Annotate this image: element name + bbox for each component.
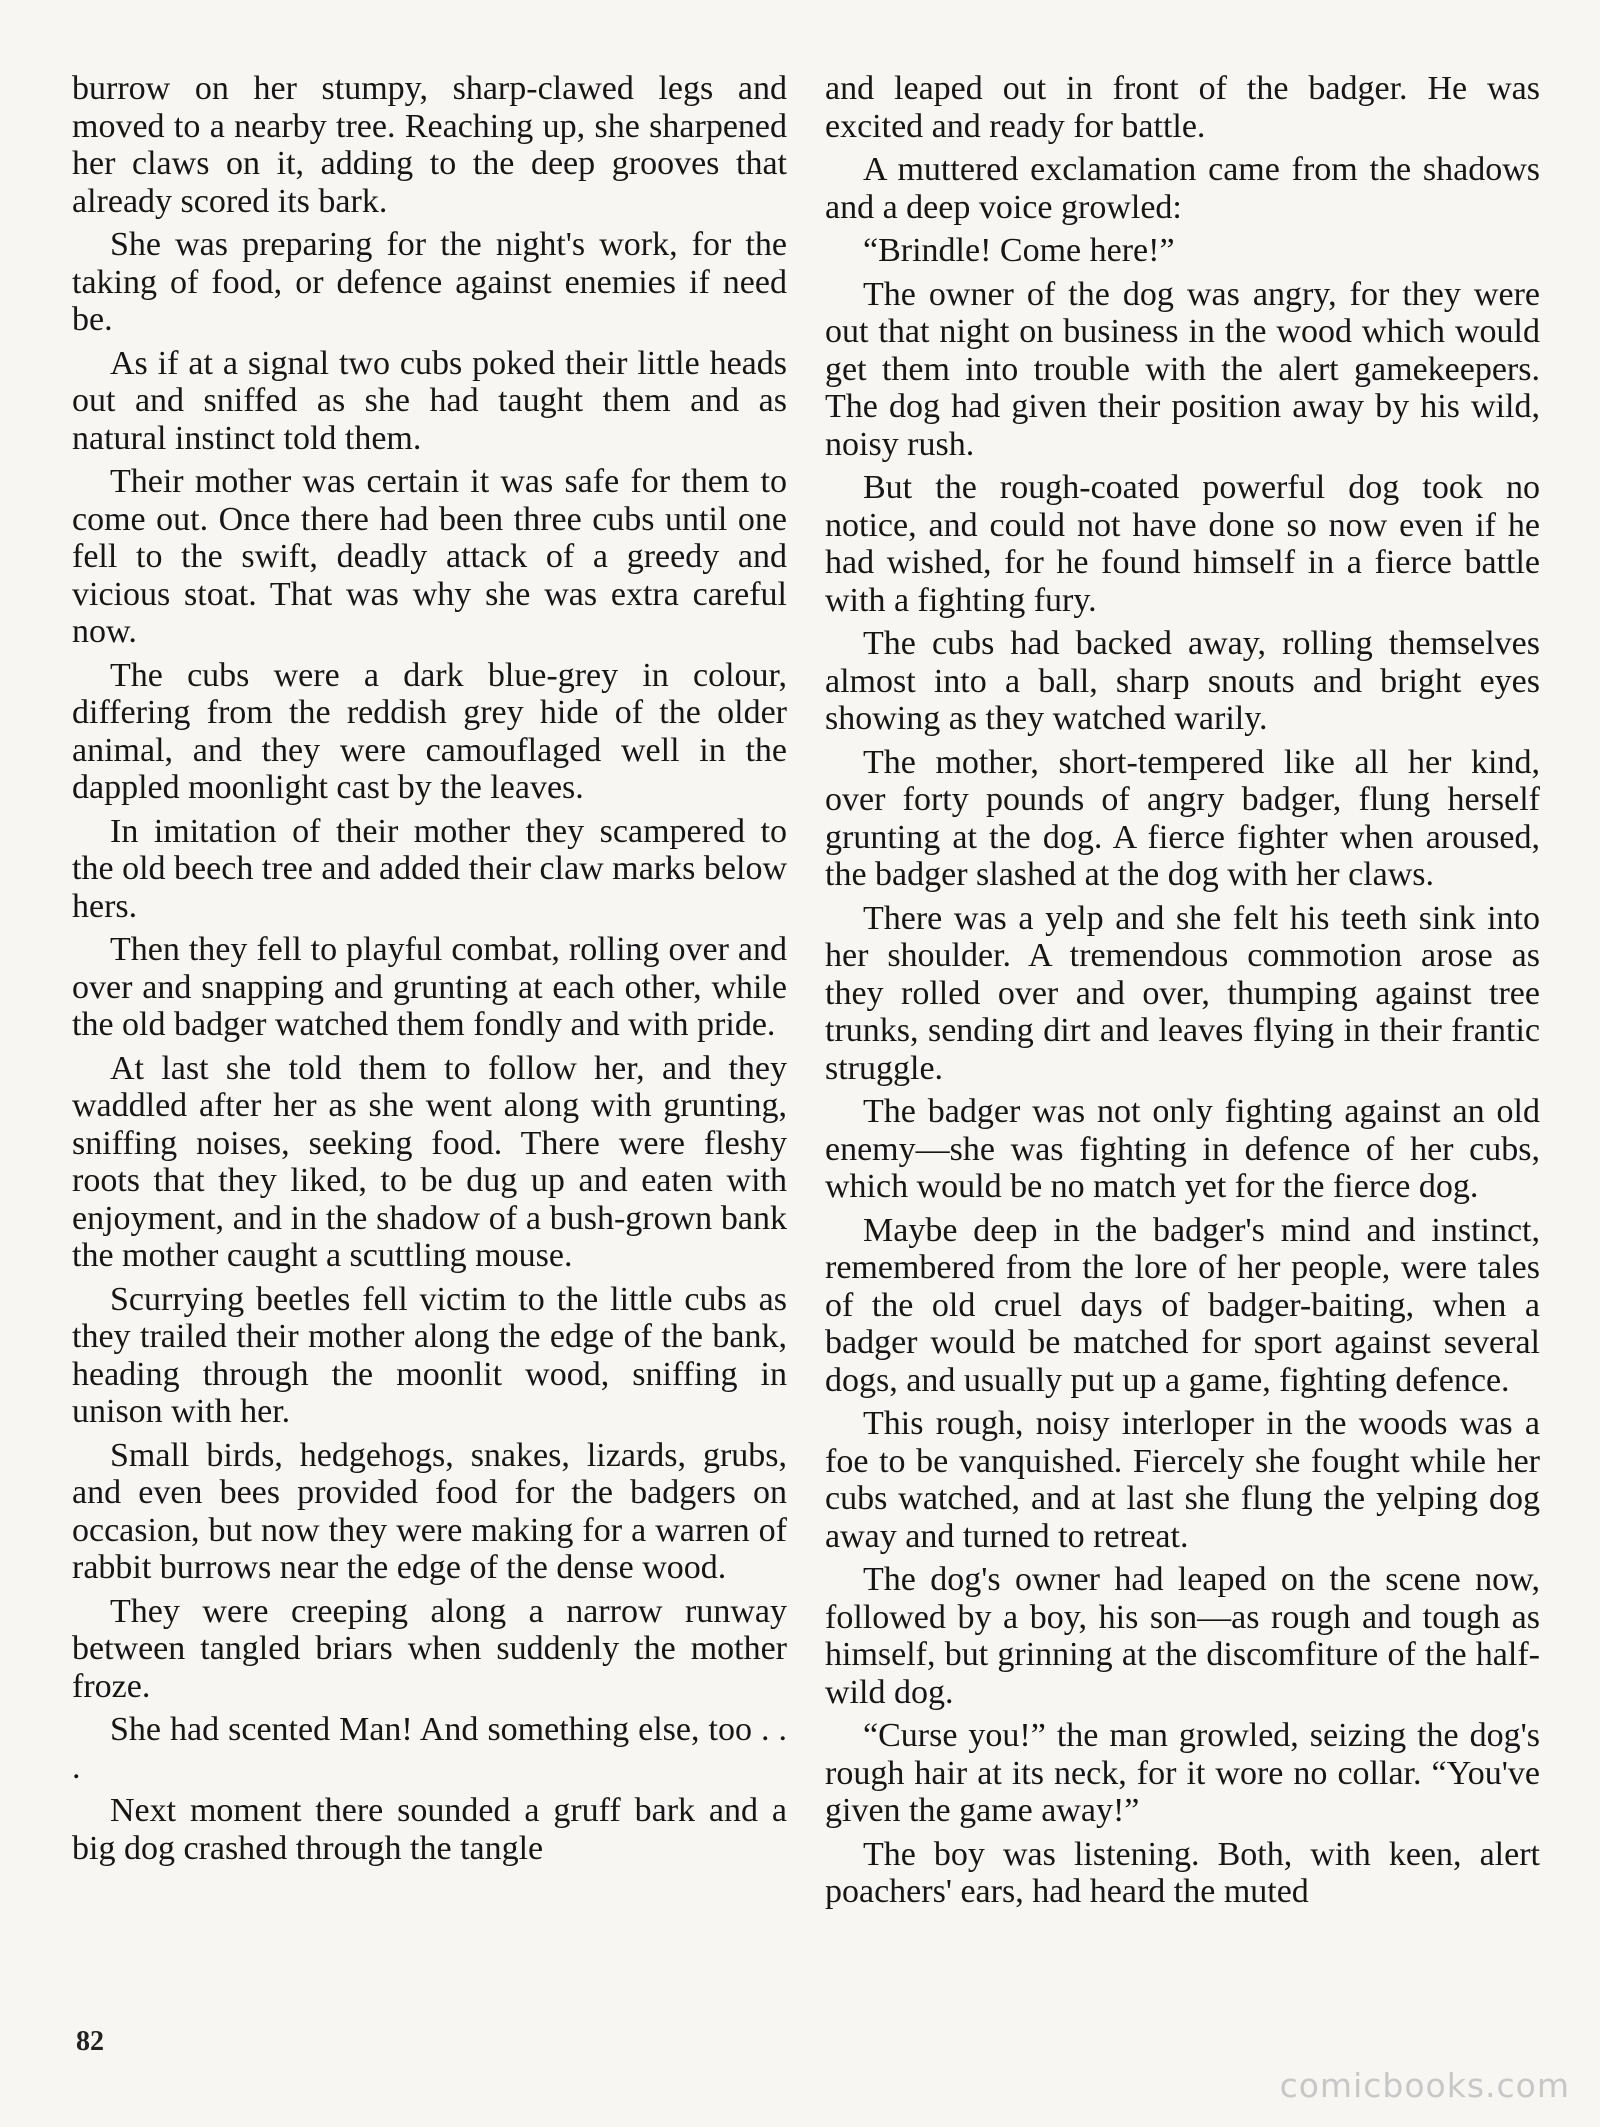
paragraph: A muttered exclamation came from the shadows and a deep voice growled: bbox=[825, 151, 1540, 226]
paragraph: The dog's owner had leaped on the scene now, followed by a boy, his son—as rough and tough as himself, but grinning at the discomfiture of the half-wild dog. bbox=[825, 1561, 1540, 1711]
left-column bbox=[72, 70, 787, 1873]
paragraph: Scurrying beetles fell victim to the little cubs as they trailed their mother along the edge of the bank, heading through the moonlit wood, sniffing in unison with her. bbox=[72, 1280, 787, 1430]
paragraph: In imitation of their mother they scampered to the old beech tree and added their claw marks below hers. bbox=[72, 812, 787, 925]
paragraph: The mother, short-tempered like all her kind, over forty pounds of angry badger, flung herself grunting at the dog. A fierce fighter when aroused, the badger slashed at the dog with her claws. bbox=[825, 743, 1540, 893]
paragraph: The boy was listening. Both, with keen, alert poachers' ears, had heard the muted bbox=[825, 1835, 1540, 1910]
paragraph: The owner of the dog was angry, for they were out that night on business in the wood which would get them into trouble with the alert gamekeepers. The dog had given their position away by his wild, noisy rush. bbox=[825, 275, 1540, 463]
page-number: 82 bbox=[76, 2026, 104, 2057]
paragraph: At last she told them to follow her, and they waddled after her as she went along with grunting, sniffing noises, seeking food. There were fleshy roots that they liked, to be dug up and eaten with enjoyment, and in the shadow of a bush-grown bank the mother caught a scuttling mouse. bbox=[72, 1049, 787, 1274]
right-column bbox=[825, 70, 1540, 1917]
paragraph: Then they fell to playful combat, rolling over and over and snapping and grunting at each other, while the old badger watched them fondly and with pride. bbox=[72, 931, 787, 1043]
paragraph: She was preparing for the night's work, for the taking of food, or defence against enemies if need be. bbox=[72, 226, 787, 338]
watermark: comicbooks.com bbox=[1279, 2066, 1570, 2105]
paragraph: There was a yelp and she felt his teeth sink into her shoulder. A tremendous commotion arose as they rolled over and over, thumping against tree trunks, sending dirt and leaves flying in their frantic struggle. bbox=[825, 899, 1540, 1087]
paragraph: Maybe deep in the badger's mind and instinct, remembered from the lore of her people, were tales of the old cruel days of badger-baiting, when a badger would be matched for sport against several dogs, and usually put up a game, fighting defence. bbox=[825, 1211, 1540, 1399]
paragraph: As if at a signal two cubs poked their little heads out and sniffed as she had taught them and as natural instinct told them. bbox=[72, 344, 787, 457]
paragraph: “Curse you!” the man growled, seizing the dog's rough hair at its neck, for it wore no collar. “You've given the game away!” bbox=[825, 1717, 1540, 1829]
paragraph: Next moment there sounded a gruff bark and a big dog crashed through the tangle bbox=[72, 1792, 787, 1867]
paragraph: and leaped out in front of the badger. He was excited and ready for battle. bbox=[825, 70, 1540, 145]
paragraph: The badger was not only fighting against an old enemy—she was fighting in defence of her cubs, which would be no match yet for the fierce dog. bbox=[825, 1093, 1540, 1205]
paragraph: “Brindle! Come here!” bbox=[863, 232, 1175, 269]
paragraph: But the rough-coated powerful dog took no notice, and could not have done so now even if he had wished, for he found himself in a fierce battle with a fighting fury. bbox=[825, 469, 1540, 619]
paragraph: This rough, noisy interloper in the woods was a foe to be vanquished. Fiercely she fought while her cubs watched, and at last she flung the yelping dog away and turned to retreat. bbox=[825, 1405, 1540, 1555]
paragraph: She had scented Man! And something else, too . . . bbox=[72, 1711, 787, 1786]
paragraph: burrow on her stumpy, sharp-clawed legs and moved to a nearby tree. Reaching up, she sharpened her claws on it, adding to the deep grooves that already scored its bark. bbox=[72, 70, 787, 220]
paragraph: They were creeping along a narrow runway between tangled briars when suddenly the mother froze. bbox=[72, 1592, 787, 1705]
paragraph: Small birds, hedgehogs, snakes, lizards, grubs, and even bees provided food for the badgers on occasion, but now they were making for a warren of rabbit burrows near the edge of the dense wood. bbox=[72, 1436, 787, 1586]
paragraph: The cubs were a dark blue-grey in colour, differing from the reddish grey hide of the older animal, and they were camouflaged well in the dappled moonlight cast by the leaves. bbox=[72, 656, 787, 806]
paragraph: Their mother was certain it was safe for them to come out. Once there had been three cubs until one fell to the swift, deadly attack of a greedy and vicious stoat. That was why she was extra careful now. bbox=[72, 463, 787, 650]
paragraph: The cubs had backed away, rolling themselves almost into a ball, sharp snouts and bright eyes showing as they watched warily. bbox=[825, 625, 1540, 737]
